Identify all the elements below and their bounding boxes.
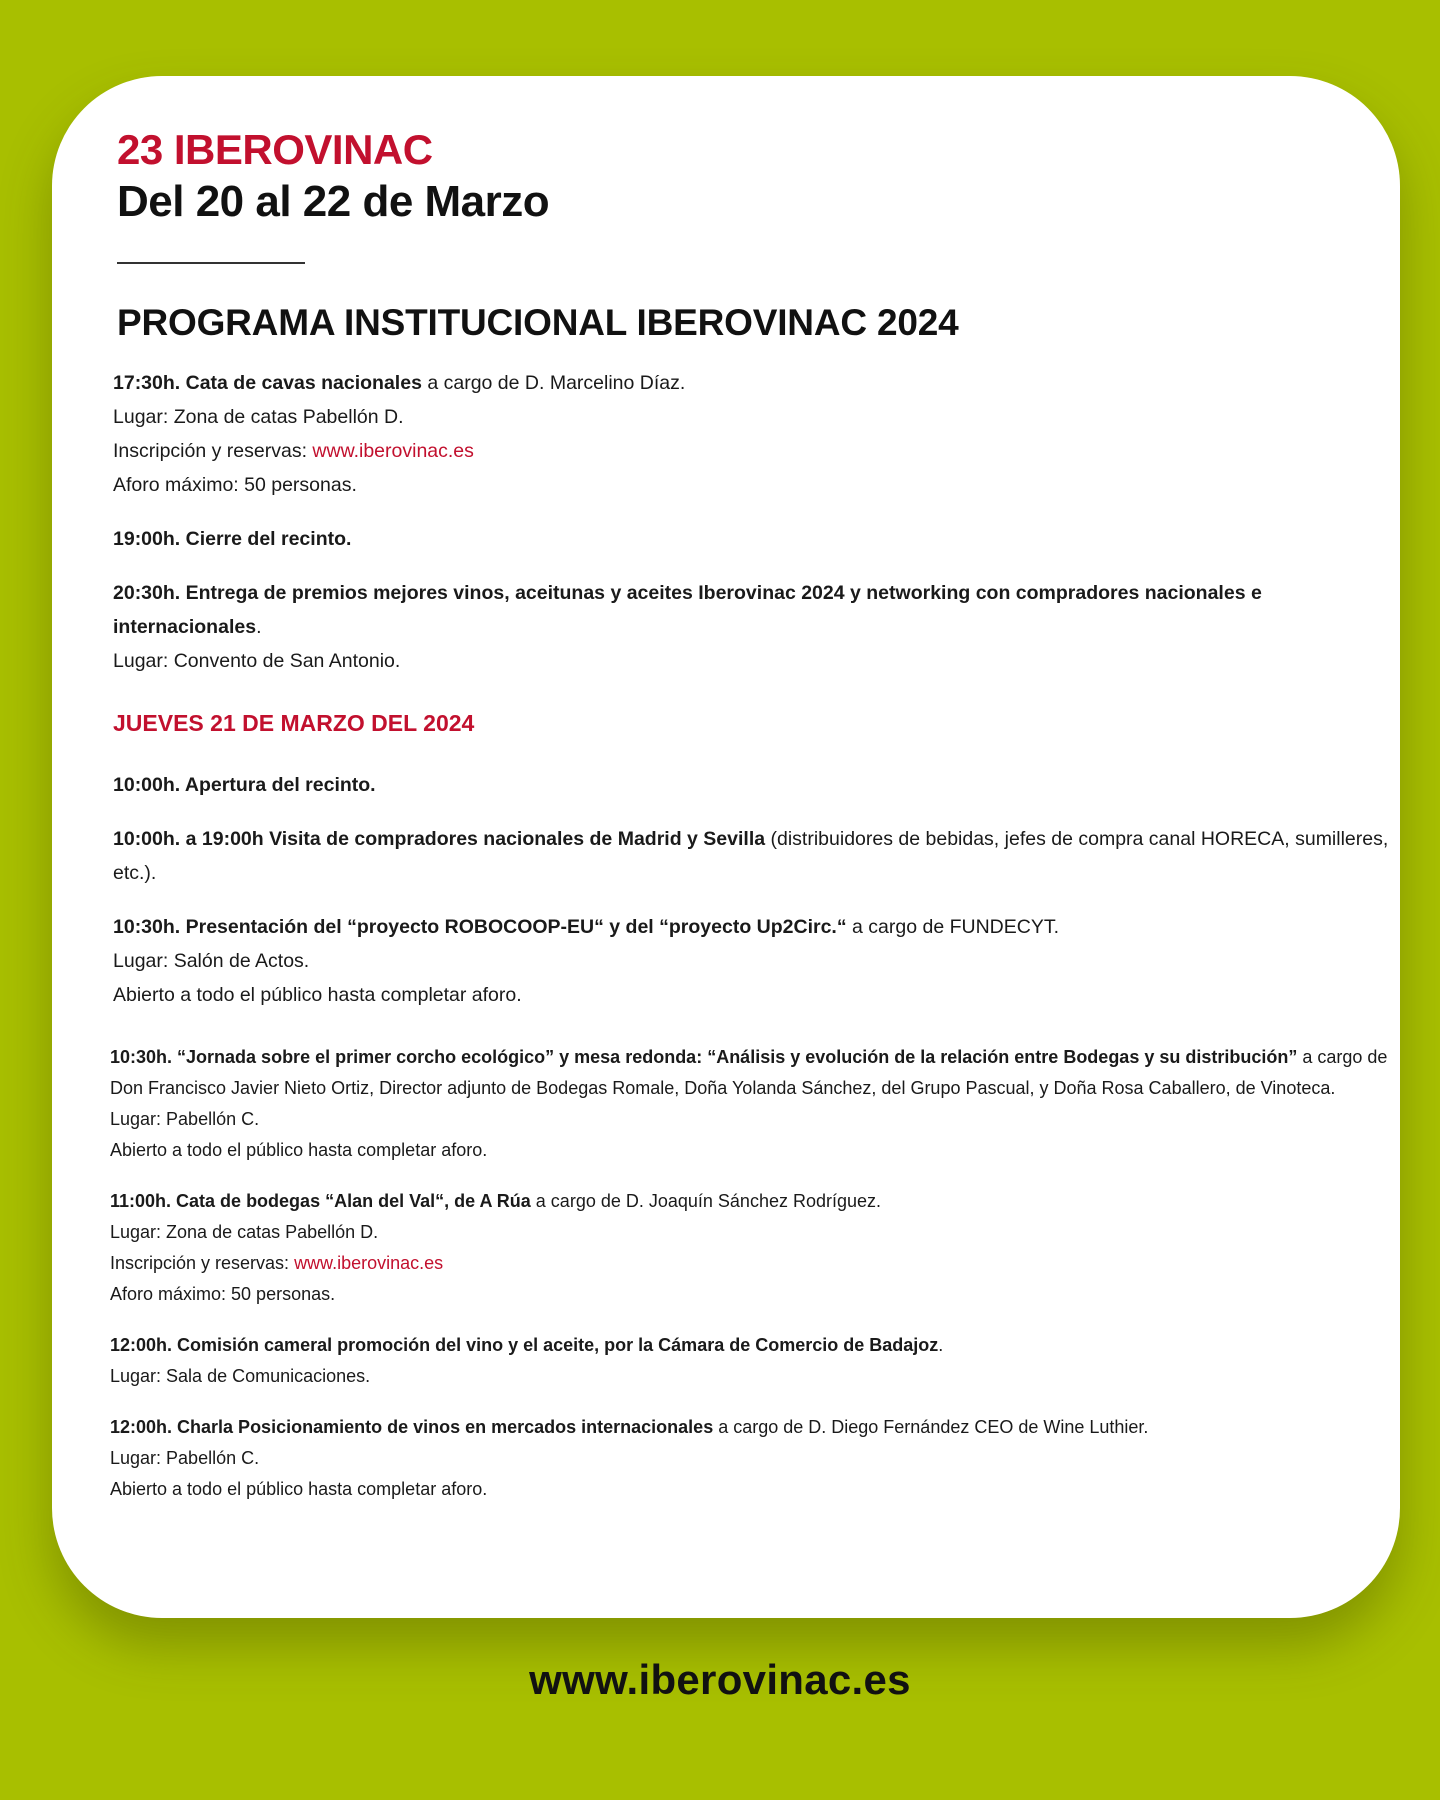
entry-detail: a cargo de D. Marcelino Díaz. — [421, 372, 686, 394]
entry-place: Lugar: Pabellón C. — [110, 1109, 260, 1129]
schedule-entry — [113, 822, 1413, 890]
schedule-day-21-continued — [110, 1042, 1410, 1505]
entry-access: Abierto a todo el público hasta completar aforo. — [110, 1479, 488, 1499]
entry-title: 11:00h. Cata de bodegas “Alan del Val“, de A Rúa — [110, 1191, 531, 1211]
entry-place: Lugar: Pabellón C. — [110, 1448, 260, 1468]
program-title: PROGRAMA INSTITUCIONAL IBEROVINAC 2024 — [117, 302, 959, 343]
program-card — [52, 76, 1400, 1618]
entry-detail: . — [256, 616, 262, 638]
schedule-entry — [110, 1412, 1410, 1505]
entry-access: Abierto a todo el público hasta completar aforo. — [110, 1140, 488, 1160]
schedule-entry — [113, 366, 1413, 502]
schedule-entry — [113, 910, 1413, 1012]
event-name: 23 IBEROVINAC — [117, 126, 433, 173]
entry-place: Lugar: Zona de catas Pabellón D. — [113, 406, 404, 428]
entry-title: 10:00h. Apertura del recinto. — [113, 774, 376, 796]
entry-place: Lugar: Zona de catas Pabellón D. — [110, 1222, 379, 1242]
entry-access: Abierto a todo el público hasta completar aforo. — [113, 984, 522, 1006]
event-dates: Del 20 al 22 de Marzo — [117, 177, 550, 226]
entry-title: 10:00h. a 19:00h Visita de compradores nacionales de Madrid y Sevilla — [113, 828, 766, 850]
registration-label: Inscripción y reservas: — [110, 1253, 295, 1273]
schedule-day-20 — [113, 366, 1413, 1012]
entry-detail: a cargo de D. Diego Fernández CEO de Wine Luthier. — [713, 1417, 1149, 1437]
entry-title: 20:30h. Entrega de premios mejores vinos, aceitunas y aceites Iberovinac 2024 y networking con compradores nacionales e internacionales — [113, 582, 1262, 638]
schedule-entry — [113, 522, 1413, 556]
divider — [117, 262, 305, 264]
entry-title: 17:30h. Cata de cavas nacionales — [113, 372, 422, 394]
entry-detail: a cargo de FUNDECYT. — [846, 916, 1060, 938]
schedule-entry — [110, 1042, 1410, 1166]
entry-title: 12:00h. Comisión cameral promoción del vino y el aceite, por la Cámara de Comercio de Badajoz — [110, 1335, 939, 1355]
day-heading: JUEVES 21 DE MARZO DEL 2024 — [113, 710, 475, 736]
entry-capacity: Aforo máximo: 50 personas. — [113, 474, 357, 496]
entry-detail: . — [938, 1335, 944, 1355]
registration-link[interactable]: www.iberovinac.es — [312, 440, 474, 462]
registration-label: Inscripción y reservas: — [113, 440, 313, 462]
entry-place: Lugar: Salón de Actos. — [113, 950, 310, 972]
schedule-entry — [110, 1330, 1410, 1392]
footer-website-link[interactable]: www.iberovinac.es — [529, 1656, 911, 1703]
entry-title: 19:00h. Cierre del recinto. — [113, 528, 352, 550]
schedule-entry — [113, 768, 1413, 802]
schedule-entry — [110, 1186, 1410, 1310]
entry-title: 10:30h. Presentación del “proyecto ROBOCOOP-EU“ y del “proyecto Up2Circ.“ — [113, 916, 847, 938]
entry-detail: a cargo de D. Joaquín Sánchez Rodríguez. — [530, 1191, 882, 1211]
entry-place: Lugar: Convento de San Antonio. — [113, 650, 401, 672]
entry-capacity: Aforo máximo: 50 personas. — [110, 1284, 336, 1304]
schedule-entry — [113, 576, 1413, 678]
header — [117, 124, 549, 228]
registration-link[interactable]: www.iberovinac.es — [294, 1253, 444, 1273]
entry-place: Lugar: Sala de Comunicaciones. — [110, 1366, 371, 1386]
entry-detail: (distribuidores de bebidas, jefes de compra canal HORECA, sumilleres, etc.). — [113, 828, 1389, 884]
entry-title: 10:30h. “Jornada sobre el primer corcho ecológico” y mesa redonda: “Análisis y evolución de la relación entre Bodegas y su distribución” — [110, 1047, 1298, 1067]
entry-title: 12:00h. Charla Posicionamiento de vinos en mercados internacionales — [110, 1417, 714, 1437]
entry-detail: a cargo de Don Francisco Javier Nieto Ortiz, Director adjunto de Bodegas Romale, Doña Yolanda Sánchez, del Grupo Pascual, y Doña Rosa Caballero, de Vinoteca. — [110, 1047, 1388, 1098]
